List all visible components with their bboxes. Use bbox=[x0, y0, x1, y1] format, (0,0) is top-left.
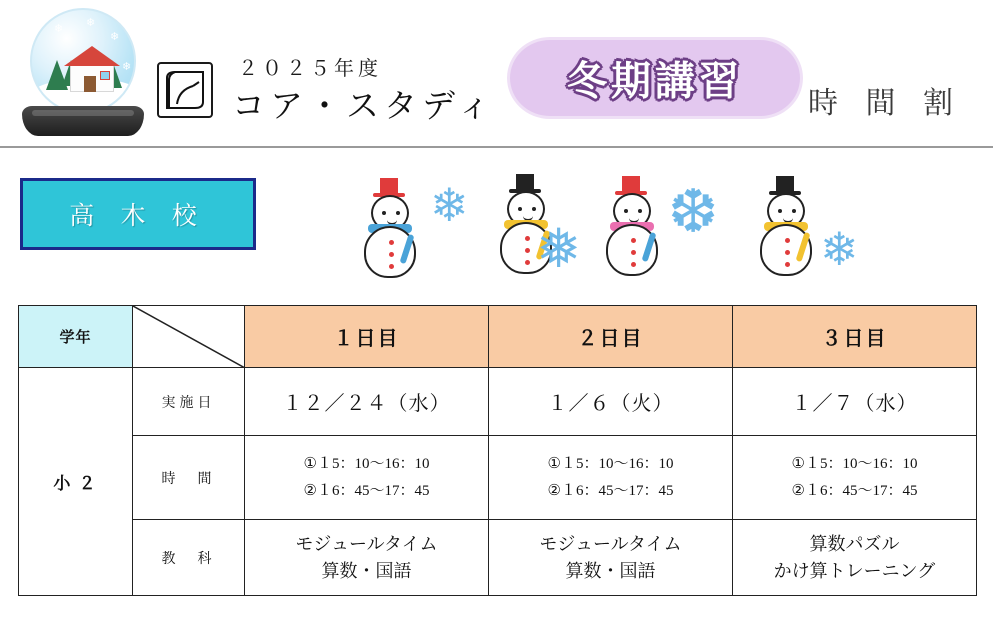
snowflake-icon: ❄ bbox=[430, 179, 469, 231]
table-row-date bbox=[19, 368, 977, 436]
house-window bbox=[100, 71, 110, 80]
schedule-table bbox=[18, 305, 977, 596]
snowman-icon bbox=[354, 178, 428, 284]
schedule-table-wrapper bbox=[18, 305, 976, 596]
school-name-label: 高 木 校 bbox=[69, 203, 207, 230]
row-label-date: 実施日 bbox=[133, 368, 245, 436]
decoration-strip bbox=[330, 160, 970, 290]
course-badge bbox=[510, 40, 800, 116]
cell-time-day2 bbox=[489, 436, 733, 520]
table-row-subject bbox=[19, 520, 977, 596]
snow-globe-base bbox=[22, 106, 144, 136]
time-slot-1: ①１5：10〜16：10 bbox=[303, 456, 430, 473]
academic-year: ２０２５年度 bbox=[238, 58, 382, 80]
snowflake-icon: ❅ bbox=[536, 219, 582, 279]
cell-subject-day1 bbox=[245, 520, 489, 596]
snowflake-icon: ❄ bbox=[54, 23, 64, 35]
house-door bbox=[84, 76, 96, 92]
header-day-1: １日目 bbox=[245, 306, 489, 368]
header-day-2: ２日目 bbox=[489, 306, 733, 368]
time-slot-1: ①１5：10〜16：10 bbox=[791, 456, 918, 473]
snowflake-icon: ❆ bbox=[668, 178, 719, 245]
school-name-box bbox=[20, 178, 256, 250]
time-slot-1: ①１5：10〜16：10 bbox=[547, 456, 674, 473]
cell-date-day3: １／７（水） bbox=[733, 368, 977, 436]
subject-line-2: 算数・国語 bbox=[565, 560, 656, 581]
snowflake-icon: ❄ bbox=[820, 223, 859, 275]
table-row-time bbox=[19, 436, 977, 520]
snowflake-icon: ❄ bbox=[122, 61, 132, 73]
snow-globe-icon bbox=[18, 6, 148, 138]
subject-line-2: かけ算トレーニング bbox=[773, 560, 936, 581]
cell-date-day2: １／６（火） bbox=[489, 368, 733, 436]
house-roof bbox=[64, 46, 120, 66]
row-label-time: 時 間 bbox=[133, 436, 245, 520]
cell-subject-day2 bbox=[489, 520, 733, 596]
snowman-icon bbox=[596, 176, 670, 282]
subject-line-1: 算数パズル bbox=[809, 533, 900, 554]
cell-subject-day3 bbox=[733, 520, 977, 596]
snowman-icon bbox=[750, 176, 824, 282]
course-badge-label: 冬期講習 bbox=[567, 58, 743, 104]
header-grade: 学年 bbox=[19, 306, 133, 368]
snowflake-icon: ❄ bbox=[86, 17, 96, 29]
subject-line-1: モジュールタイム bbox=[539, 533, 682, 554]
snow-globe-ball bbox=[30, 8, 136, 114]
table-header-row bbox=[19, 306, 977, 368]
cell-time-day1 bbox=[245, 436, 489, 520]
cell-date-day1: １２／２４（水） bbox=[245, 368, 489, 436]
time-slot-2: ②１6：45〜17：45 bbox=[791, 482, 918, 499]
notebook-logo-icon bbox=[157, 62, 213, 118]
time-slot-2: ②１6：45〜17：45 bbox=[303, 482, 430, 499]
grade-cell: 小 ２ bbox=[19, 368, 133, 596]
subject-line-2: 算数・国語 bbox=[321, 560, 412, 581]
brand-title: コア・スタディ bbox=[232, 89, 496, 125]
header-day-3: ３日目 bbox=[733, 306, 977, 368]
header-corner-slash bbox=[133, 306, 245, 368]
snowflake-icon: ❄ bbox=[110, 31, 120, 43]
time-slot-2: ②１6：45〜17：45 bbox=[547, 482, 674, 499]
page-title: 時 間 割 bbox=[808, 87, 963, 120]
subject-line-1: モジュールタイム bbox=[295, 533, 438, 554]
cell-time-day3 bbox=[733, 436, 977, 520]
row-label-subject: 教 科 bbox=[133, 520, 245, 596]
page-header bbox=[0, 0, 993, 148]
